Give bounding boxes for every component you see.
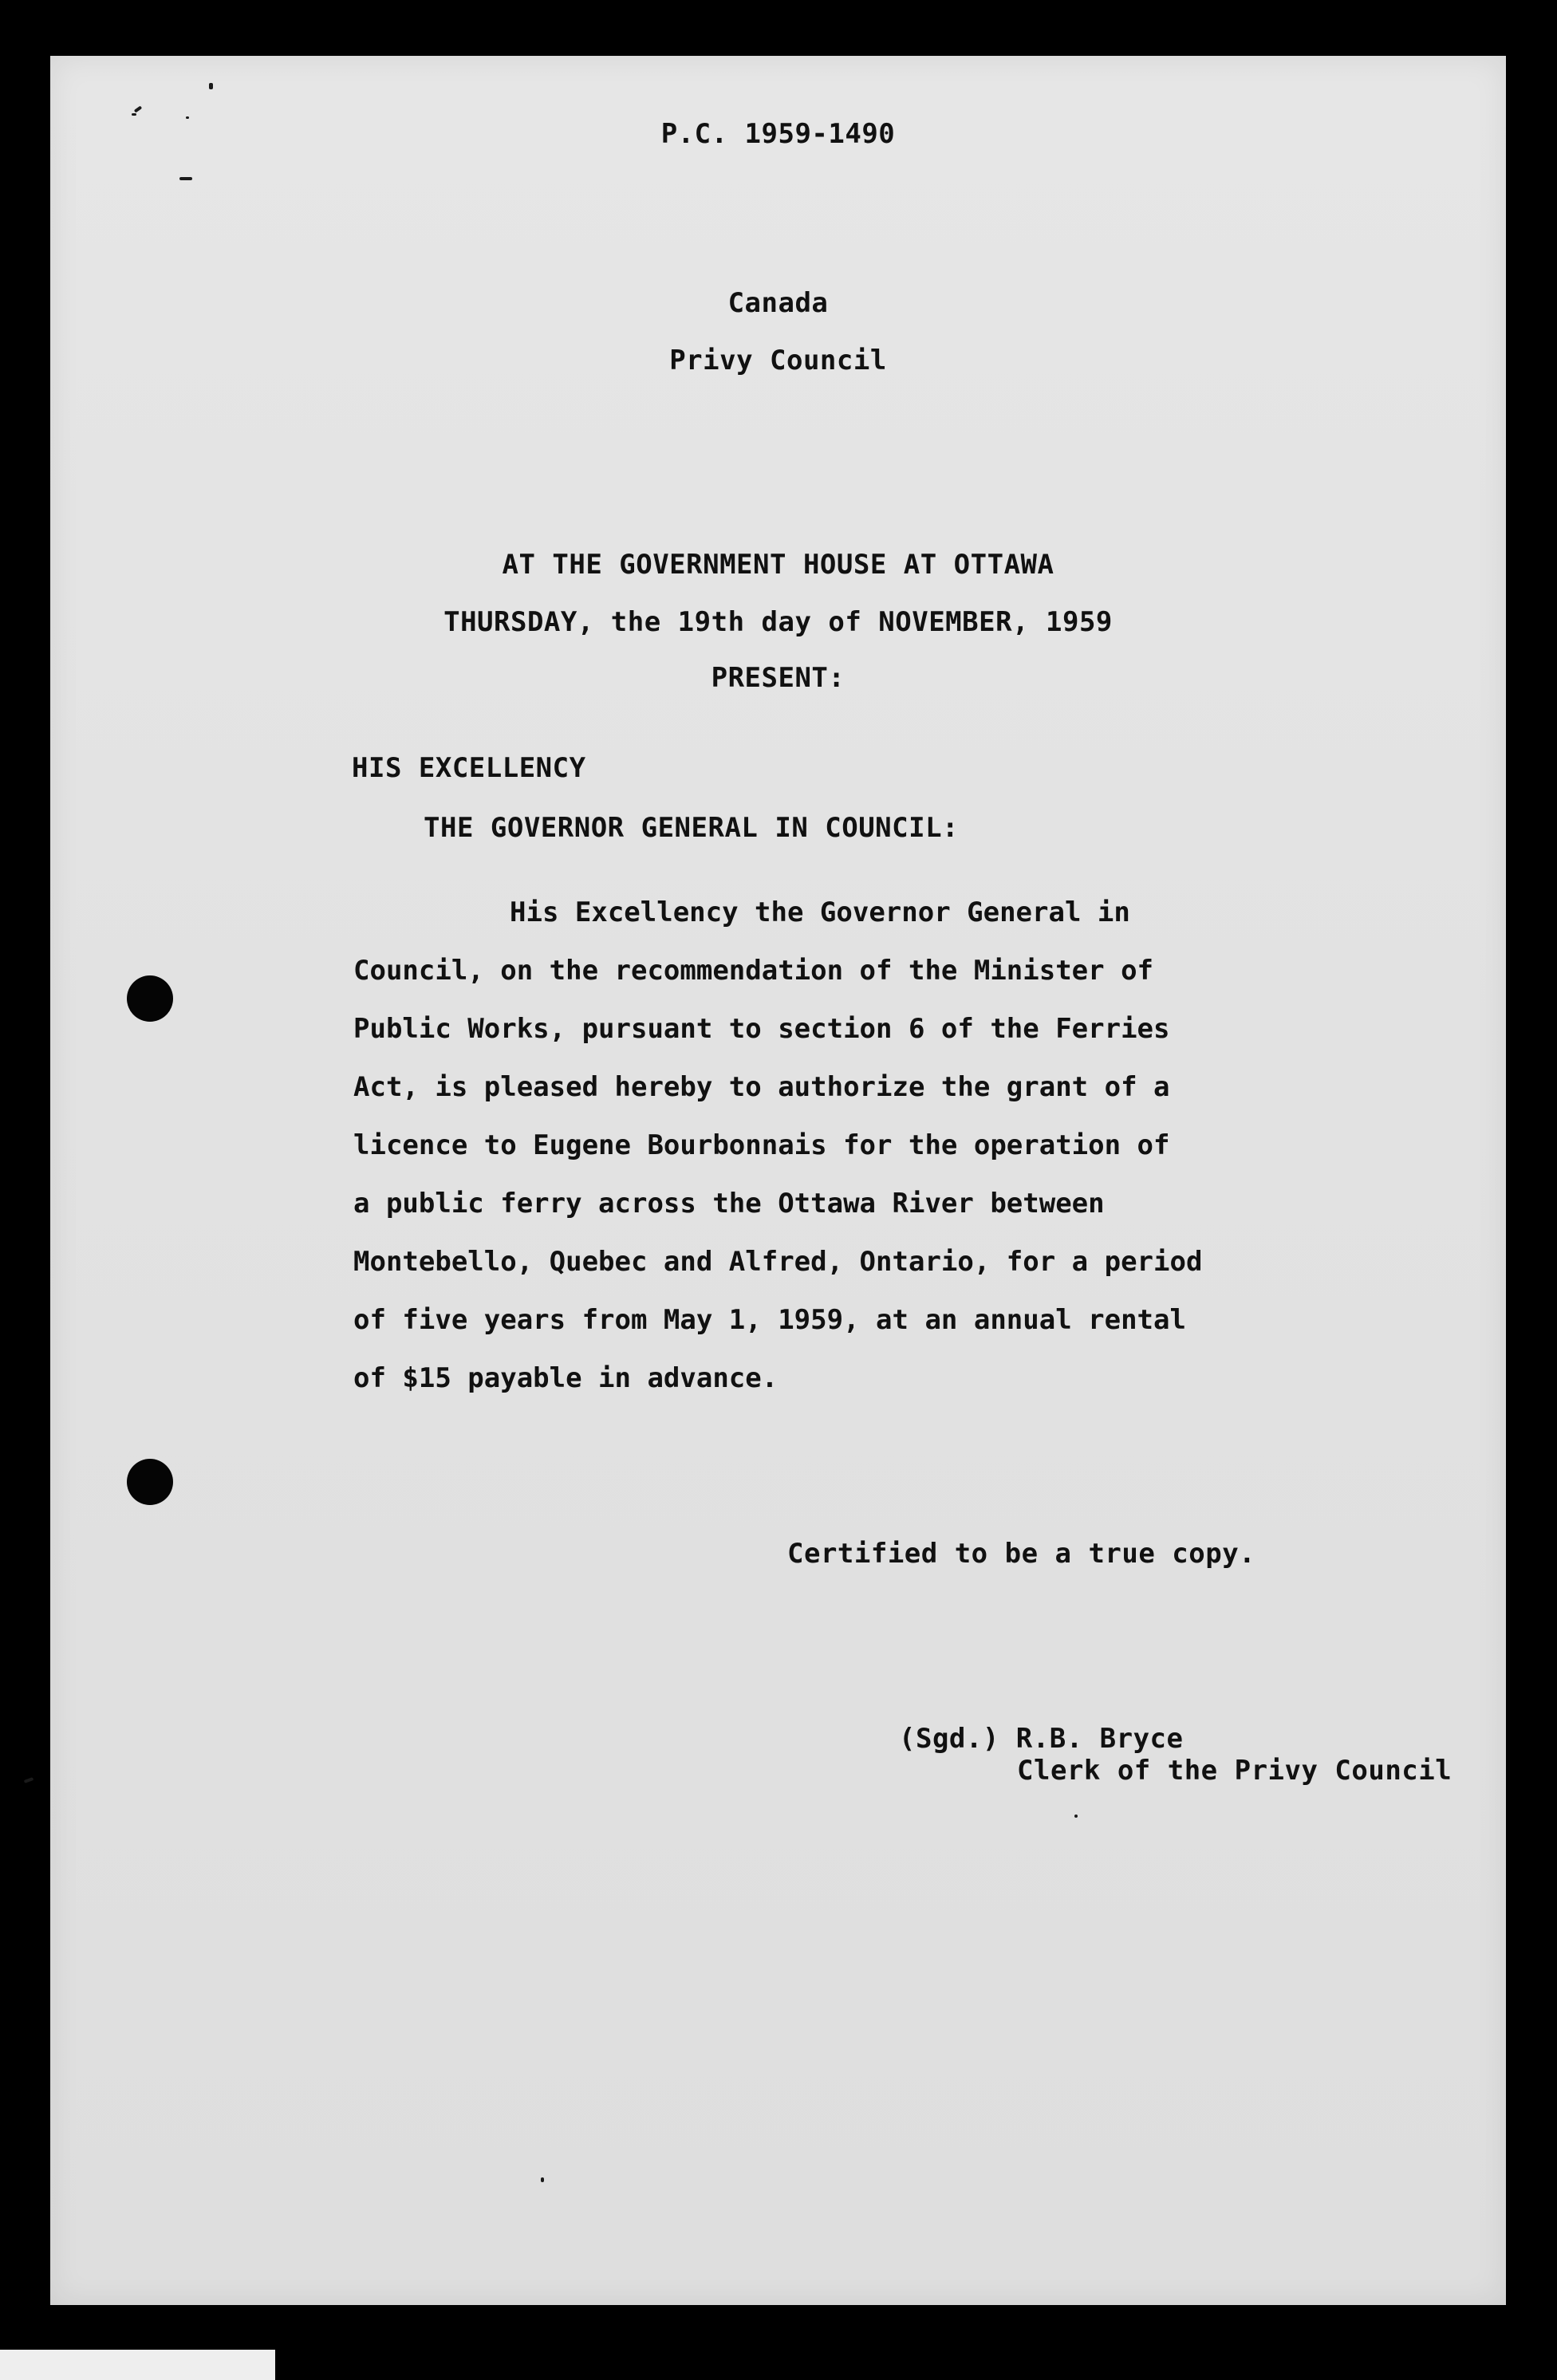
ink-speck	[186, 116, 189, 119]
ink-speck	[1074, 1815, 1078, 1818]
body-line: a public ferry across the Ottawa River between	[353, 1188, 1105, 1220]
body-line: of $15 payable in advance.	[353, 1362, 778, 1394]
present-label: PRESENT:	[711, 662, 846, 694]
council-heading: Privy Council	[669, 345, 887, 376]
body-line: Act, is pleased hereby to authorize the grant of a	[353, 1071, 1170, 1103]
ink-speck	[24, 1777, 34, 1783]
ink-speck	[132, 113, 136, 116]
film-label-strip	[0, 2350, 275, 2380]
ink-speck	[541, 2177, 544, 2182]
ink-speck	[179, 177, 192, 180]
addressee-line-2: THE GOVERNOR GENERAL IN COUNCIL:	[424, 812, 960, 844]
order-body	[353, 884, 1350, 1408]
certification-line: Certified to be a true copy.	[787, 1538, 1256, 1570]
date-line: THURSDAY, the 19th day of NOVEMBER, 1959	[443, 606, 1113, 638]
signature-line: (Sgd.) R.B. Bryce	[899, 1723, 1184, 1755]
location-line: AT THE GOVERNMENT HOUSE AT OTTAWA	[502, 549, 1054, 581]
body-line: licence to Eugene Bourbonnais for the operation of	[353, 1129, 1170, 1161]
body-line: Public Works, pursuant to section 6 of the Ferries	[353, 1013, 1170, 1045]
body-line: His Excellency the Governor General in	[510, 896, 1130, 928]
document-page	[50, 56, 1506, 2305]
order-number: P.C. 1959-1490	[660, 118, 896, 150]
country-heading: Canada	[727, 287, 829, 319]
punch-hole-top	[127, 975, 173, 1022]
addressee-line-1: HIS EXCELLENCY	[352, 752, 586, 784]
signatory-title: Clerk of the Privy Council	[1017, 1755, 1453, 1787]
ink-speck	[209, 83, 213, 89]
body-line: Montebello, Quebec and Alfred, Ontario, for a period	[353, 1246, 1203, 1278]
punch-hole-bottom	[127, 1459, 173, 1505]
body-line: of five years from May 1, 1959, at an annual rental	[353, 1304, 1186, 1336]
body-line: Council, on the recommendation of the Minister of	[353, 955, 1154, 987]
